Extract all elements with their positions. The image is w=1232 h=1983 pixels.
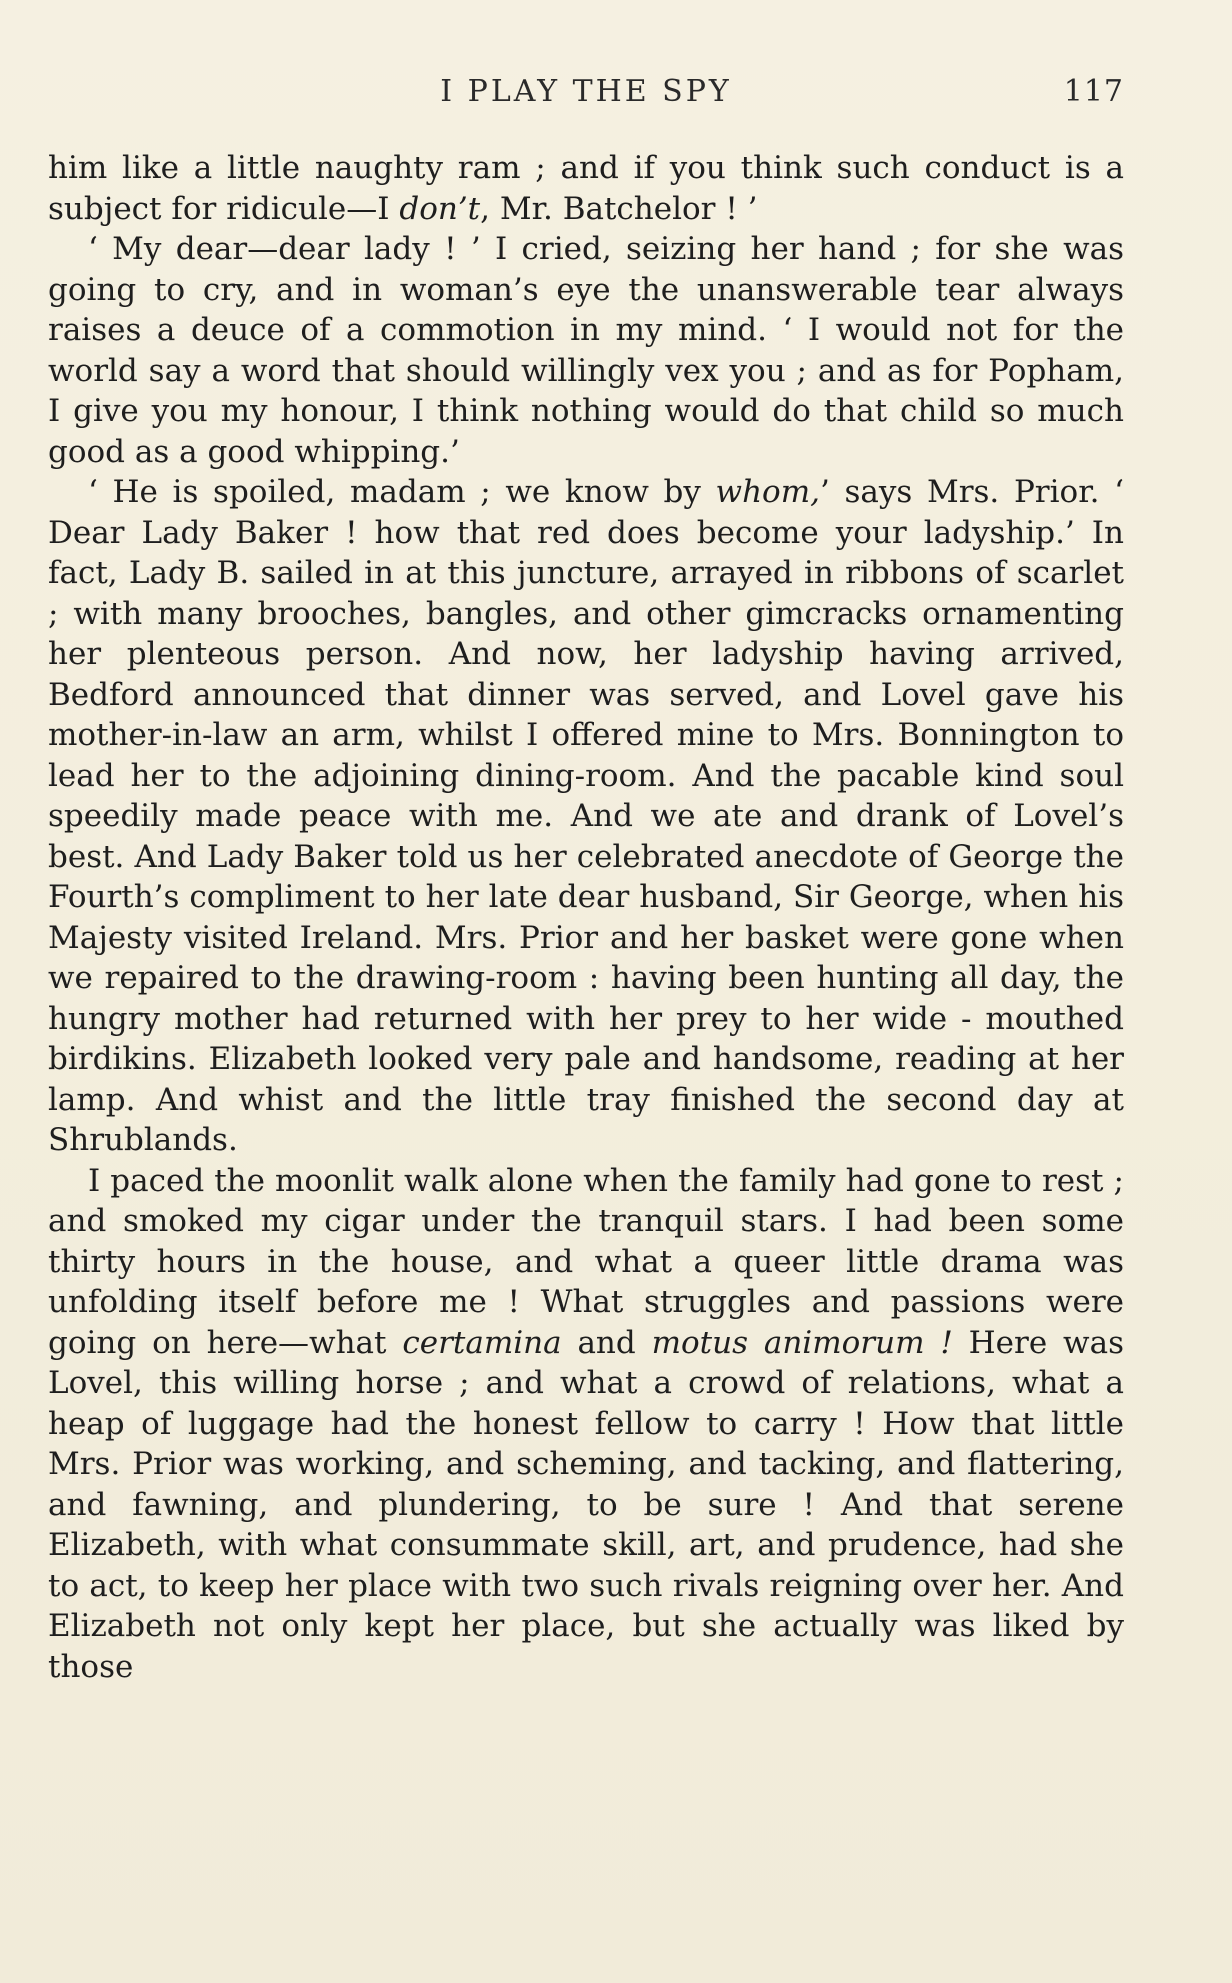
text-run: Here was Lovel, this willing horse ; and what a crowd of relations, what a heap of luggage had the honest fellow to carry ! How that little Mrs. Prior was working, and scheming, and tacking, and flattering, and fawning, and plundering, to be sure ! And that serene Elizabeth, with what consummate skill, art, and prudence, had she to act, to keep her place with two such rivals reigning over her. And Elizabeth not only kept her place, but she actually was liked by those: [48, 1324, 1124, 1685]
text-run: I paced the moonlit walk alone when the family had gone to rest ; and smoked my cigar under the tranquil stars. I had been some thirty hours in the house, and what a queer little drama was unfolding itself before me ! What struggles and passions were going on here—what: [48, 1162, 1124, 1361]
paragraph: [48, 472, 1124, 1161]
text-run: ‘ My dear—dear lady ! ’ I cried, seizing her hand ; for she was going to cry, and in woman’s eye the unanswerable tear always raises a deuce of a commotion in my mind. ‘ I would not for the world say a word that should willingly vex you ; and as for Popham, I give you my honour, I think nothing would do that child so much good as a good whipping.’: [48, 231, 1124, 470]
text-run: ’ says Mrs. Prior. ‘ Dear Lady Baker ! how that red does become your ladyship.’ In fact, Lady B. sailed in at this juncture, arrayed in ribbons of scarlet ; with many brooches, bangles, and other gimcracks ornamenting her plenteous person. And now, her ladyship having arrived, Bedford announced that dinner was served, and Lovel gave his mother-in-law an arm, whilst I offered mine to Mrs. Bonnington to lead her to the adjoining dining-room. And the pacable kind soul speedily made peace with me. And we ate and drank of Lovel’s best. And Lady Baker told us her celebrated anecdote of George the Fourth’s compliment to her late dear husband, Sir George, when his Majesty visited Ireland. Mrs. Prior and her basket were gone when we repaired to the drawing-room : having been hunting all day, the hungry mother had returned with her prey to her wide - mouthed birdikins. Elizabeth looked very pale and handsome, reading at her lamp. And whist and the little tray finished the second day at Shrublands.: [48, 474, 1124, 1158]
page-header: [48, 74, 1124, 118]
page-number: 117: [1063, 74, 1124, 109]
text-run: him like a little naughty ram ; and if you think such conduct is a subject for ridicule—I: [48, 150, 1124, 227]
italic-text: certamina: [402, 1324, 562, 1361]
paragraph: [48, 229, 1124, 472]
italic-text: don’t: [399, 190, 481, 227]
italic-text: motus animorum !: [651, 1324, 953, 1361]
text-run: and: [561, 1324, 652, 1361]
body-text: [48, 148, 1124, 1687]
italic-text: whom,: [715, 474, 820, 510]
running-title: I PLAY THE SPY: [440, 74, 732, 109]
text-run: , Mr. Batchelor ! ’: [480, 190, 758, 227]
paragraph: [48, 1161, 1124, 1688]
paragraph: [48, 148, 1124, 229]
text-run: ‘ He is spoiled, madam ; we know by: [88, 474, 716, 510]
